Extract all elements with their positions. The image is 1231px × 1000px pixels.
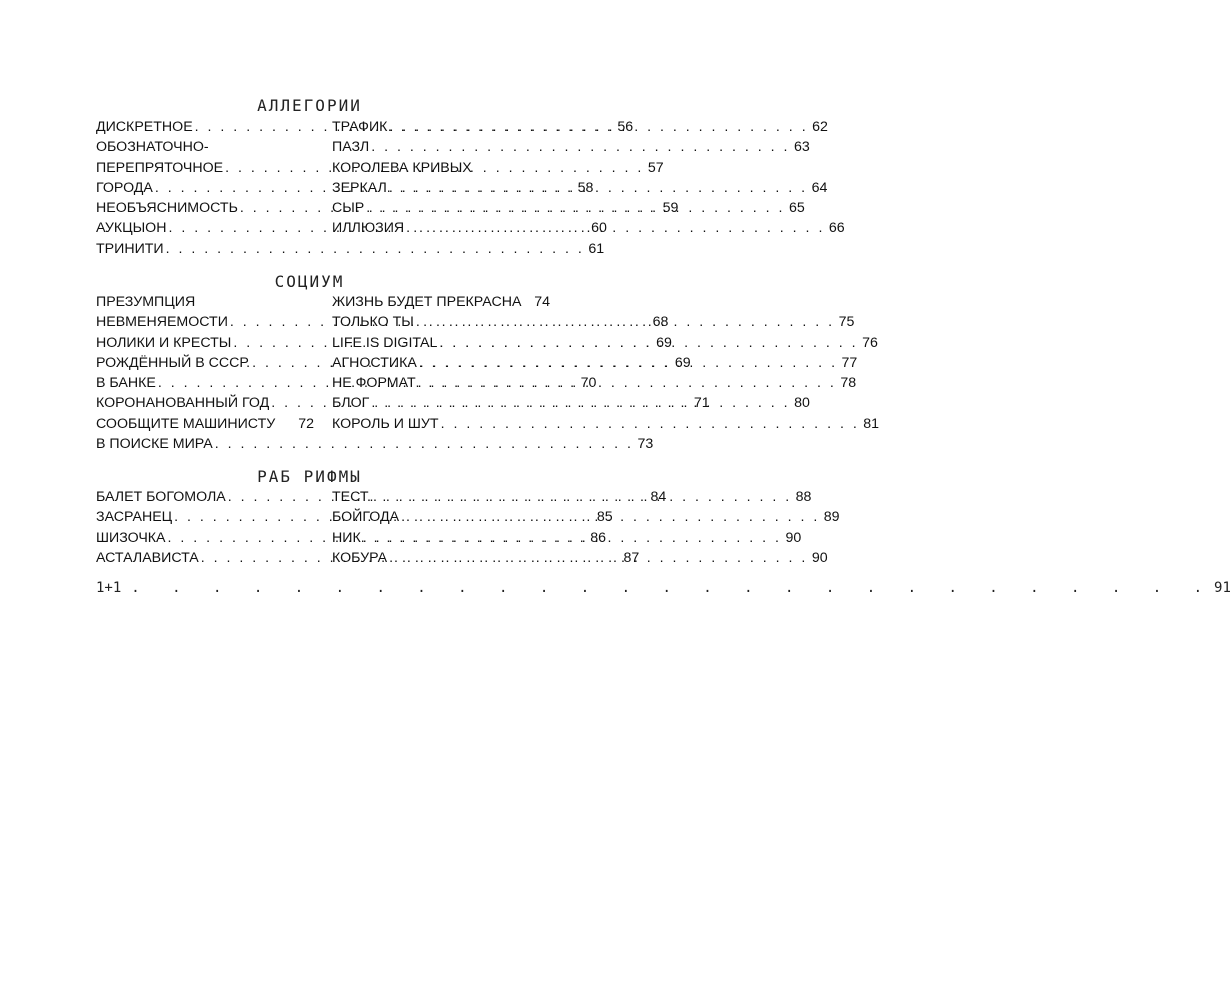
toc-entry: [332, 414, 880, 434]
toc-entry: [332, 137, 810, 157]
entry-page: 64: [811, 179, 828, 196]
entry-page: 75: [838, 314, 855, 331]
section-title-sotsium: СОЦИУМ: [274, 272, 345, 291]
entry-page: 60: [591, 220, 607, 237]
entry-title: КОРОЛЕВА КРИВЫХ: [332, 159, 472, 176]
entry-page: 90: [811, 549, 828, 566]
entry-page: 73: [637, 436, 654, 453]
entry-page: 80: [794, 395, 810, 412]
section-title-rab-rifmy: РАБ РИФМЫ: [257, 467, 362, 486]
toc-entry: [332, 158, 550, 178]
entry-title: LIFE IS DIGITAL: [332, 334, 438, 351]
entry-title: ДИСКРЕТНОЕ: [96, 119, 193, 135]
entry-title: БЛОГ: [332, 395, 370, 412]
entry-page: 57: [647, 159, 664, 176]
entry-page: 88: [795, 489, 812, 505]
entry-page: 69: [656, 334, 672, 351]
toc-entry: [96, 137, 314, 157]
section-title-allegorii: АЛЛЕГОРИИ: [257, 96, 362, 115]
entry-title: НЕОБЪЯСНИМОСТЬ: [96, 200, 238, 217]
entry-page: 74: [534, 294, 550, 310]
entry-page: 85: [596, 509, 613, 526]
entry-title: ЗЕРКАЛ: [332, 179, 387, 196]
toc-entry: [96, 414, 314, 434]
toc-entry: [96, 292, 314, 312]
entry-title: В БАНКЕ: [96, 375, 156, 392]
entry-page: 89: [823, 509, 840, 526]
toc-entry-final: [96, 580, 1231, 596]
entry-title: КОРОЛЬ И ШУТ: [332, 415, 439, 432]
entry-title: ТОЛЬКО ТЫ: [332, 314, 414, 331]
entry-page: 72: [298, 415, 314, 432]
entry-page: 62: [812, 119, 828, 135]
entry-page: 65: [789, 200, 805, 217]
entry-page: 70: [580, 375, 597, 392]
entry-title: ЖИЗНЬ БУДЕТ ПРЕКРАСНА: [332, 294, 522, 310]
entry-page: 77: [841, 354, 858, 371]
entry-title: ПЕРЕПРЯТОЧНОЕ: [96, 159, 224, 176]
entry-title: НИК: [332, 529, 361, 546]
entry-page: 69: [674, 354, 691, 371]
entry-page: 76: [862, 334, 878, 351]
entry-page: 90: [785, 529, 802, 546]
entry-title: 1+1: [96, 580, 122, 596]
entry-title: АУКЦЫОН: [96, 220, 167, 237]
entry-page: 61: [588, 240, 605, 257]
entry-title: НОЛИКИ И КРЕСТЫ: [96, 334, 232, 351]
entry-title: ТРИНИТИ: [96, 240, 164, 257]
entry-page: 71: [693, 395, 710, 412]
entry-title: ИЛЛЮЗИЯ: [332, 220, 405, 237]
entry-page: 81: [863, 415, 880, 432]
entry-title: ТЕСТ.: [332, 489, 371, 505]
toc-entry: [96, 434, 654, 454]
entry-page: 66: [828, 220, 845, 237]
entry-page: 58: [577, 179, 594, 196]
entry-title: АСТАЛАВИСТА: [96, 549, 199, 566]
entry-title: В ПОИСКЕ МИРА: [96, 436, 213, 453]
entry-title: ШИЗОЧКА: [96, 529, 166, 546]
toc-entry: [96, 239, 605, 259]
entry-page: 68: [652, 314, 669, 331]
entry-page: 63: [793, 139, 810, 156]
entry-title: СЫР: [332, 200, 365, 217]
entry-title: СООБЩИТЕ МАШИНИСТУ: [96, 415, 276, 432]
entry-title: АГНОСТИКА: [332, 354, 417, 371]
entry-page: 84: [650, 489, 667, 505]
entry-title: НЕВМЕНЯЕМОСТИ: [96, 314, 228, 331]
entry-page: 91: [1214, 580, 1231, 596]
entry-title: ГОРОДА: [96, 179, 153, 196]
entry-title: КОБУРА: [332, 549, 388, 566]
entry-page: 78: [840, 375, 857, 392]
entry-title: ПАЗЛ: [332, 139, 370, 156]
entry-page: 59: [662, 200, 679, 217]
toc-entry: [332, 292, 550, 312]
entry-title: БОЙГОДА: [332, 509, 400, 526]
entry-page: 86: [590, 529, 607, 546]
entry-page: 56: [617, 119, 634, 135]
entry-title: КОРОНАНОВАННЫЙ ГОД: [96, 395, 270, 412]
entry-title: ЗАСРАНЕЦ: [96, 509, 173, 526]
entry-page: 87: [623, 549, 640, 566]
entry-title: ОБОЗНАТОЧНО-: [96, 139, 209, 156]
entry-title: БАЛЕТ БОГОМОЛА: [96, 489, 226, 505]
entry-title: РОЖДЁННЫЙ В СССР.: [96, 354, 251, 371]
entry-title: ПРЕЗУМПЦИЯ: [96, 294, 196, 310]
entry-title: НЕ ФОРМАТ: [332, 375, 416, 392]
entry-title: ТРАФИК: [332, 119, 388, 135]
